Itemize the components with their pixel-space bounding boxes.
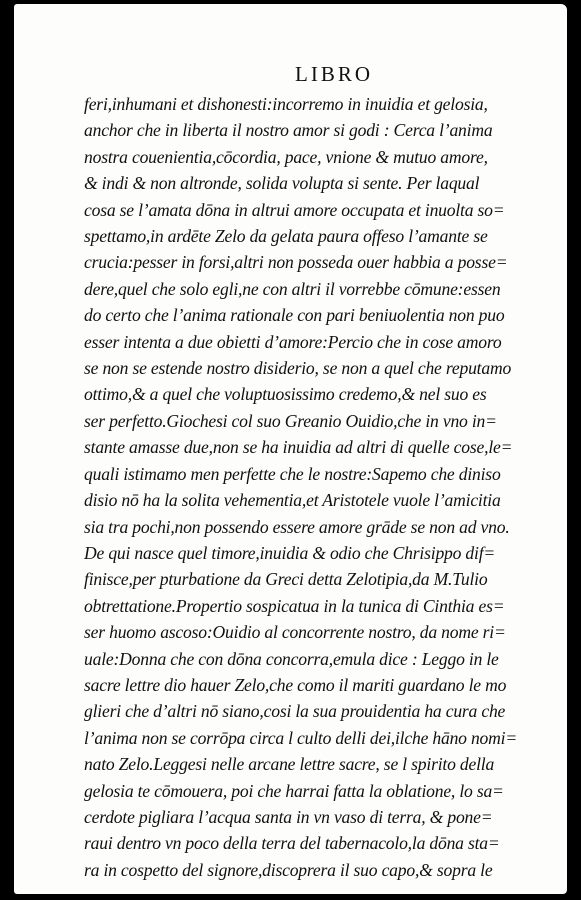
text-line: sia tra pochi,non possendo essere amore grāde se non ad vno. (84, 516, 510, 537)
text-line: raui dentro vn poco della terra del tabernacolo,la dōna sta= (84, 833, 500, 854)
text-line: disio nō ha la solita vehementia,et Aristotele vuole l’amicitia (84, 490, 501, 511)
text-line: ra in cospetto del signore,discoprera il suo capo,& sopra le (84, 859, 493, 880)
text-line: obtrettatione.Propertio sospicatua in la tunica di Cinthia es= (84, 595, 505, 616)
text-line: spettamo,in ardēte Zelo da gelata paura offeso l’amante se (84, 226, 488, 247)
text-line: anchor che in liberta il nostro amor si godi : Cerca l’anima (84, 120, 493, 141)
text-line: ser huomo ascoso:Ouidio al concorrente nostro, da nome ri= (84, 622, 506, 643)
text-line: cosa se l’amata dōna in altrui amore occupata et inuolta so= (84, 199, 505, 220)
text-line: l’anima non se corrōpa circa l culto delli dei,ilche hāno nomi= (84, 727, 518, 748)
text-line: stante amasse due,non se ha inuidia ad altri di quelle cose,le= (84, 437, 513, 458)
text-line: uale:Donna che con dōna concorra,emula dice : Leggo in le (84, 648, 499, 669)
text-line: sacre lettre dio hauer Zelo,che como il mariti guardano le mo (84, 674, 507, 695)
text-line: se non se estende nostro disiderio, se non a quel che reputamo (84, 358, 512, 379)
text-line: glieri che d’altri nō siano,cosi la sua prouidentia ha cura che (84, 701, 506, 722)
scan-edge-right (567, 0, 581, 900)
text-block (84, 91, 534, 883)
text-line: crucia:pesser in forsi,altri non posseda ouer habbia a posse= (84, 252, 508, 273)
text-line: finisce,per pturbatione da Greci detta Zelotipia,da M.Tulio (84, 569, 488, 590)
text-line: nostra couenientia,cōcordia, pace, vnione & mutuo amore, (84, 146, 488, 167)
scan-edge-left (0, 0, 14, 900)
text-line: cerdote pigliara l’acqua santa in vn vaso di terra, & pone= (84, 806, 493, 827)
text-line: De qui nasce quel timore,inuidia & odio che Chrisippo dif= (84, 542, 496, 563)
book-page (14, 4, 567, 894)
text-line: esser intenta a due obietti d’amore:Percio che in cose amoro (84, 331, 502, 352)
text-line: nato Zelo.Leggesi nelle arcane lettre sacre, se l spirito della (84, 754, 495, 775)
text-line: & indi & non altronde, solida volupta si sente. Per laqual (84, 173, 480, 194)
text-line: gelosia te cōmouera, poi che harrai fatta la oblatione, lo sa= (84, 780, 504, 801)
page-header: LIBRO (295, 62, 373, 86)
text-line: feri,inhumani et dishonesti:incorremo in inuidia et gelosia, (84, 94, 488, 114)
text-line: quali istimamo men perfette che le nostre:Sapemo che diniso (84, 463, 501, 484)
page-content (84, 62, 534, 883)
text-line: do certo che l’anima rationale con pari beniuolentia non puo (84, 305, 505, 326)
text-line: dere,quel che solo egli,ne con altri il vorrebbe cōmune:essen (84, 278, 501, 299)
text-line: ottimo,& a quel che voluptuosissimo credemo,& nel suo es (84, 384, 487, 405)
text-line: ser perfetto.Giochesi col suo Greanio Ouidio,che in vno in= (84, 410, 497, 431)
